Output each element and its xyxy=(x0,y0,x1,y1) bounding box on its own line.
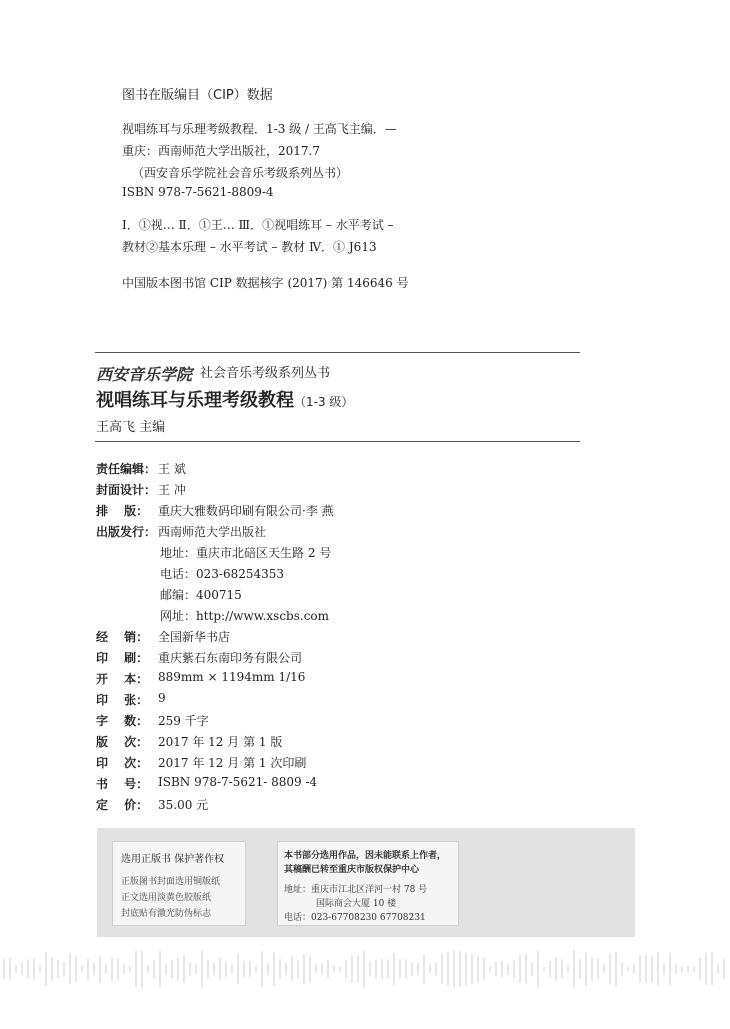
cip-heading: 图书在版编目（CIP）数据 xyxy=(122,88,273,103)
publisher-address: 地址：重庆市北碚区天生路 2 号 xyxy=(160,546,332,560)
detail-row xyxy=(96,733,282,750)
copyright-address-2: 国际商会大厦 10 楼 xyxy=(316,899,397,909)
cip-line-6: 教材②基本乐理 – 水平考试 – 教材 Ⅳ．① J613 xyxy=(122,240,377,254)
detail-value: 王 斌 xyxy=(158,462,186,476)
detail-label: 印 次： xyxy=(96,756,149,770)
detail-row xyxy=(96,481,186,498)
detail-label: 定 价： xyxy=(96,798,149,812)
cip-line-2: 重庆：西南师范大学出版社，2017.7 xyxy=(122,144,320,158)
cip-line-4: ISBN 978-7-5621-8809-4 xyxy=(122,185,274,199)
detail-value: 9 xyxy=(158,691,166,705)
genuine-notice-line: 正文选用淡黄色胶版纸 xyxy=(121,893,212,903)
book-title-text: 视唱练耳与乐理考级教程 xyxy=(96,390,294,411)
detail-row xyxy=(96,775,317,792)
copyright-address: 地址：重庆市江北区洋河一村 78 号 xyxy=(284,885,428,895)
detail-value: 王 冲 xyxy=(158,483,186,497)
detail-label: 封面设计： xyxy=(96,483,157,497)
publisher-website: 网址：http://www.xscbs.com xyxy=(160,609,330,623)
genuine-notice-heading: 选用正版书 保护著作权 xyxy=(121,854,225,865)
detail-row xyxy=(96,502,334,519)
genuine-notice-line: 正版图书封面选用铜版纸 xyxy=(121,877,221,887)
cip-line-3: （西安音乐学院社会音乐考级系列丛书） xyxy=(132,166,349,180)
detail-value: 全国新华书店 xyxy=(158,630,231,644)
detail-label: 字 数： xyxy=(96,714,149,728)
detail-label: 书 号： xyxy=(96,777,149,791)
detail-row xyxy=(96,460,186,477)
detail-label: 印 刷： xyxy=(96,651,149,665)
detail-value: 重庆大雅数码印刷有限公司·李 燕 xyxy=(158,504,334,518)
copyright-notice-line: 本书部分选用作品，因未能联系上作者， xyxy=(284,851,447,861)
series-logo: 西安音乐学院 xyxy=(96,365,193,384)
detail-value: 259 千字 xyxy=(158,714,209,728)
middle-rule xyxy=(95,441,580,442)
publisher-phone: 电话：023-68254353 xyxy=(160,567,285,581)
detail-row xyxy=(96,628,230,645)
detail-label: 经 销： xyxy=(96,630,149,644)
detail-value: 2017 年 12 月 第 1 次印刷 xyxy=(158,756,307,770)
detail-row xyxy=(96,796,208,813)
detail-label: 版 次： xyxy=(96,735,149,749)
detail-row xyxy=(96,670,305,687)
detail-value: 重庆紫石东南印务有限公司 xyxy=(158,651,303,665)
genuine-notice-line: 封底贴有激光防伪标志 xyxy=(121,909,212,919)
detail-row xyxy=(96,712,209,729)
decorative-waveform xyxy=(0,937,730,997)
book-title xyxy=(96,386,353,412)
detail-value: ISBN 978-7-5621- 8809 -4 xyxy=(158,775,318,789)
cip-line-5: Ⅰ．①视… Ⅱ．①王… Ⅲ．①视唱练耳 – 水平考试 – xyxy=(122,218,394,232)
copyright-notice-box xyxy=(277,841,459,926)
copyright-phone: 电话：023-67708230 67708231 xyxy=(284,913,426,923)
detail-label: 排 版： xyxy=(96,504,149,518)
detail-label: 开 本： xyxy=(96,672,149,686)
cip-line-7: 中国版本图书馆 CIP 数据核字 (2017) 第 146646 号 xyxy=(122,276,409,290)
book-level: （1-3 级） xyxy=(294,395,354,409)
detail-label: 印 张： xyxy=(96,693,149,707)
book-editor: 王高飞 主编 xyxy=(96,420,166,435)
series-text: 社会音乐考级系列丛书 xyxy=(200,366,331,381)
top-rule xyxy=(95,352,580,353)
detail-row xyxy=(96,523,266,540)
detail-row xyxy=(96,649,302,666)
copyright-notice-line: 其稿酬已转至重庆市版权保护中心 xyxy=(284,865,420,875)
detail-value: 889mm × 1194mm 1/16 xyxy=(158,670,306,684)
detail-row xyxy=(96,691,166,708)
detail-row xyxy=(96,754,306,771)
detail-label: 出版发行： xyxy=(96,525,157,539)
detail-label: 责任编辑： xyxy=(96,462,157,476)
detail-value: 35.00 元 xyxy=(158,798,209,812)
publisher-postcode: 邮编：400715 xyxy=(160,588,242,602)
notice-band xyxy=(97,828,635,937)
genuine-notice-box xyxy=(112,841,246,926)
detail-value: 西南师范大学出版社 xyxy=(158,525,267,539)
detail-value: 2017 年 12 月 第 1 版 xyxy=(158,735,283,749)
cip-line-1: 视唱练耳与乐理考级教程．1-3 级 / 王高飞主编．— xyxy=(122,122,397,136)
